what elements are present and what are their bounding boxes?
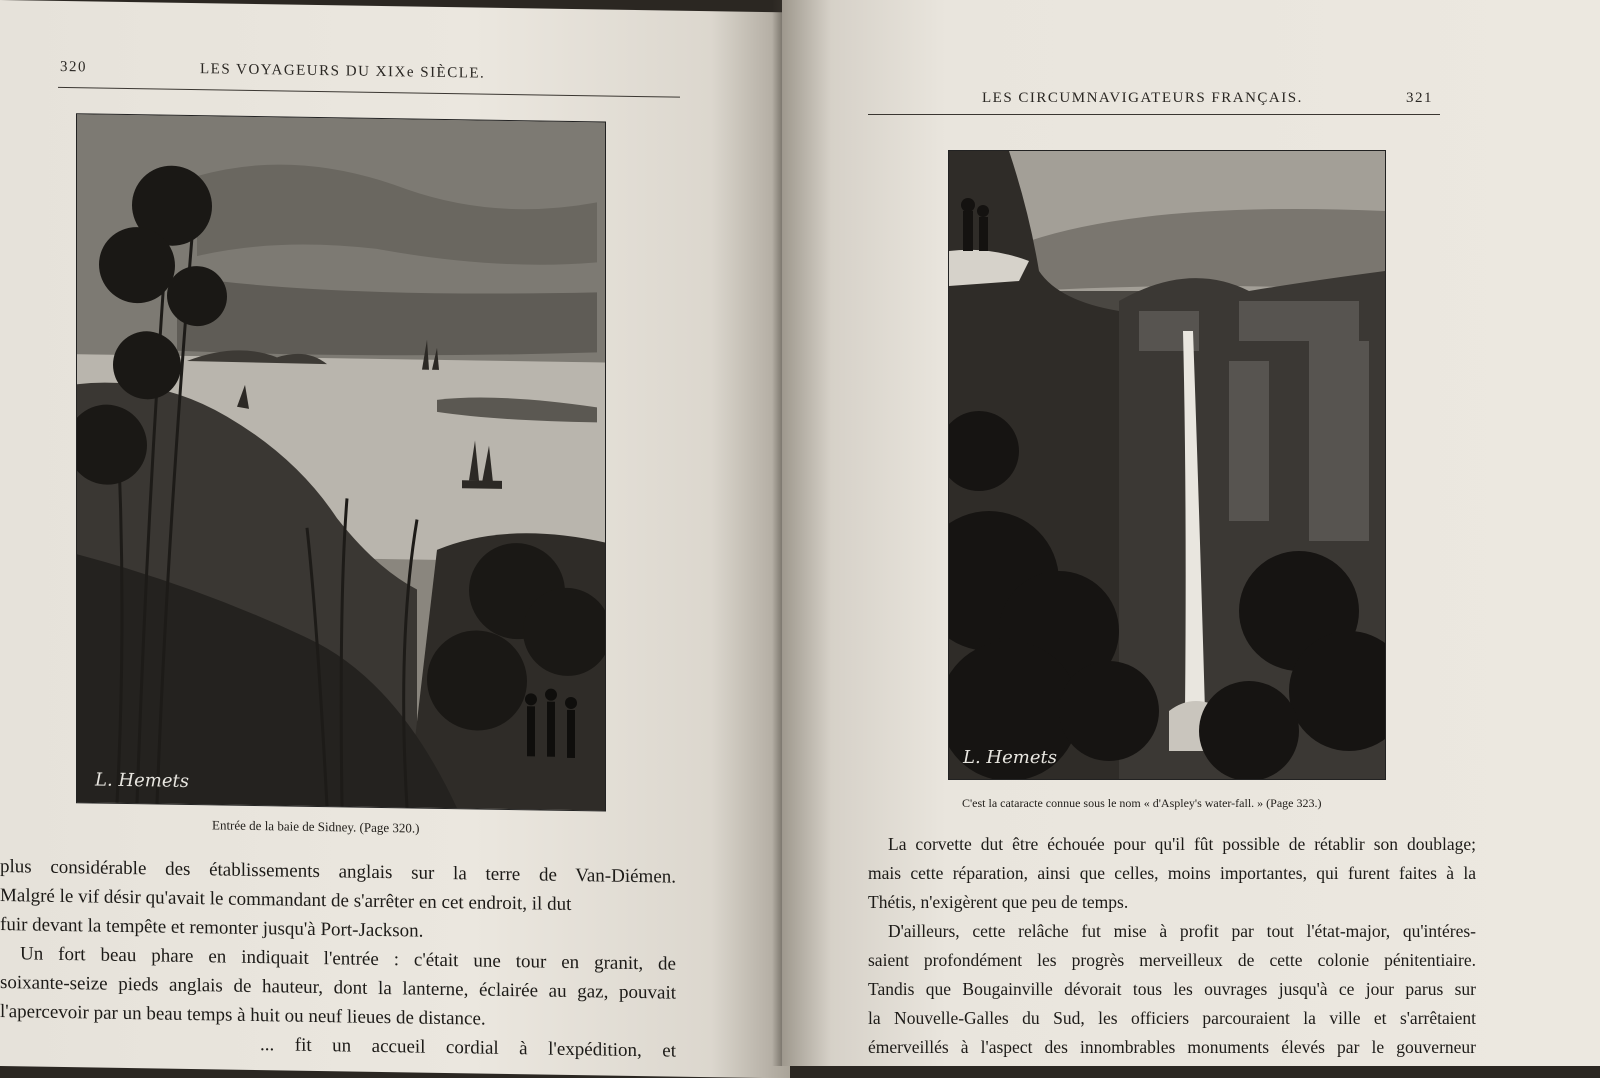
engraving-sydney-bay xyxy=(76,113,606,811)
text-line: La corvette dut être échouée pour qu'il fût possible de rétablir son doublage; xyxy=(888,834,1476,854)
left-page xyxy=(0,0,790,1078)
running-title-right: LES CIRCUMNAVIGATEURS FRANÇAIS. xyxy=(982,90,1303,106)
engraver-signature-left: L. Hemets xyxy=(95,769,189,792)
engraving-waterfall xyxy=(948,150,1386,780)
text-line: Thétis, n'exigèrent que peu de temps. xyxy=(868,892,1129,912)
text-line: Tandis que Bougainville dévorait tous les ouvrages jusqu'à ce jour parus sur xyxy=(868,979,1476,999)
body-text-left xyxy=(0,852,676,1066)
header-rule-left xyxy=(58,87,680,98)
text-line: l'apercevoir par un beau temps à huit ou neuf lieues de distance. xyxy=(0,1001,486,1030)
text-line: plus considérable des établissements anglais sur la terre de Van-Diémen. xyxy=(0,856,676,888)
page-number-right: 321 xyxy=(1406,90,1433,106)
text-line: soixante-seize pieds anglais de hauteur, dont la lanterne, éclairée au gaz, pouvait xyxy=(0,972,676,1004)
body-text-right xyxy=(868,830,1476,1062)
text-line: ... fit un accueil cordial à l'expédition, et xyxy=(260,1034,676,1062)
running-title-left: LES VOYAGEURS DU XIXe SIÈCLE. xyxy=(200,61,486,82)
plate-caption-left: Entrée de la baie de Sidney. (Page 320.) xyxy=(212,817,420,836)
plate-caption-right: C'est la cataracte connue sous le nom « d'Aspley's water-fall. » (Page 323.) xyxy=(962,796,1322,810)
engraving-sydney-bay-art xyxy=(77,114,605,810)
text-line: Un fort beau phare en indiquait l'entrée : c'était une tour en granit, de xyxy=(20,943,676,975)
text-line: fuir devant la tempête et remonter jusqu'à Port-Jackson. xyxy=(0,914,424,942)
right-page xyxy=(782,0,1600,1066)
text-line: mais cette réparation, ainsi que celles, moins importantes, qui furent faites à la xyxy=(868,863,1476,883)
text-line: D'ailleurs, cette relâche fut mise à profit par tout l'état-major, qu'intéres- xyxy=(888,921,1476,941)
text-line: émerveillés à l'aspect des innombrables monuments élevés par le gouverneur xyxy=(868,1037,1476,1057)
engraver-signature-right: L. Hemets xyxy=(963,747,1057,768)
page-number-left: 320 xyxy=(60,58,87,76)
text-line: la Nouvelle-Galles du Sud, les officiers parcouraient la ville et s'arrêtaient xyxy=(868,1008,1476,1028)
text-line: Malgré le vif désir qu'avait le commandant de s'arrêter en cet endroit, il dut xyxy=(0,885,572,915)
text-line: saient profondément les progrès merveilleux de cette colonie pénitentiaire. xyxy=(868,950,1476,970)
header-rule-right xyxy=(868,114,1440,115)
engraving-waterfall-art xyxy=(949,151,1385,779)
